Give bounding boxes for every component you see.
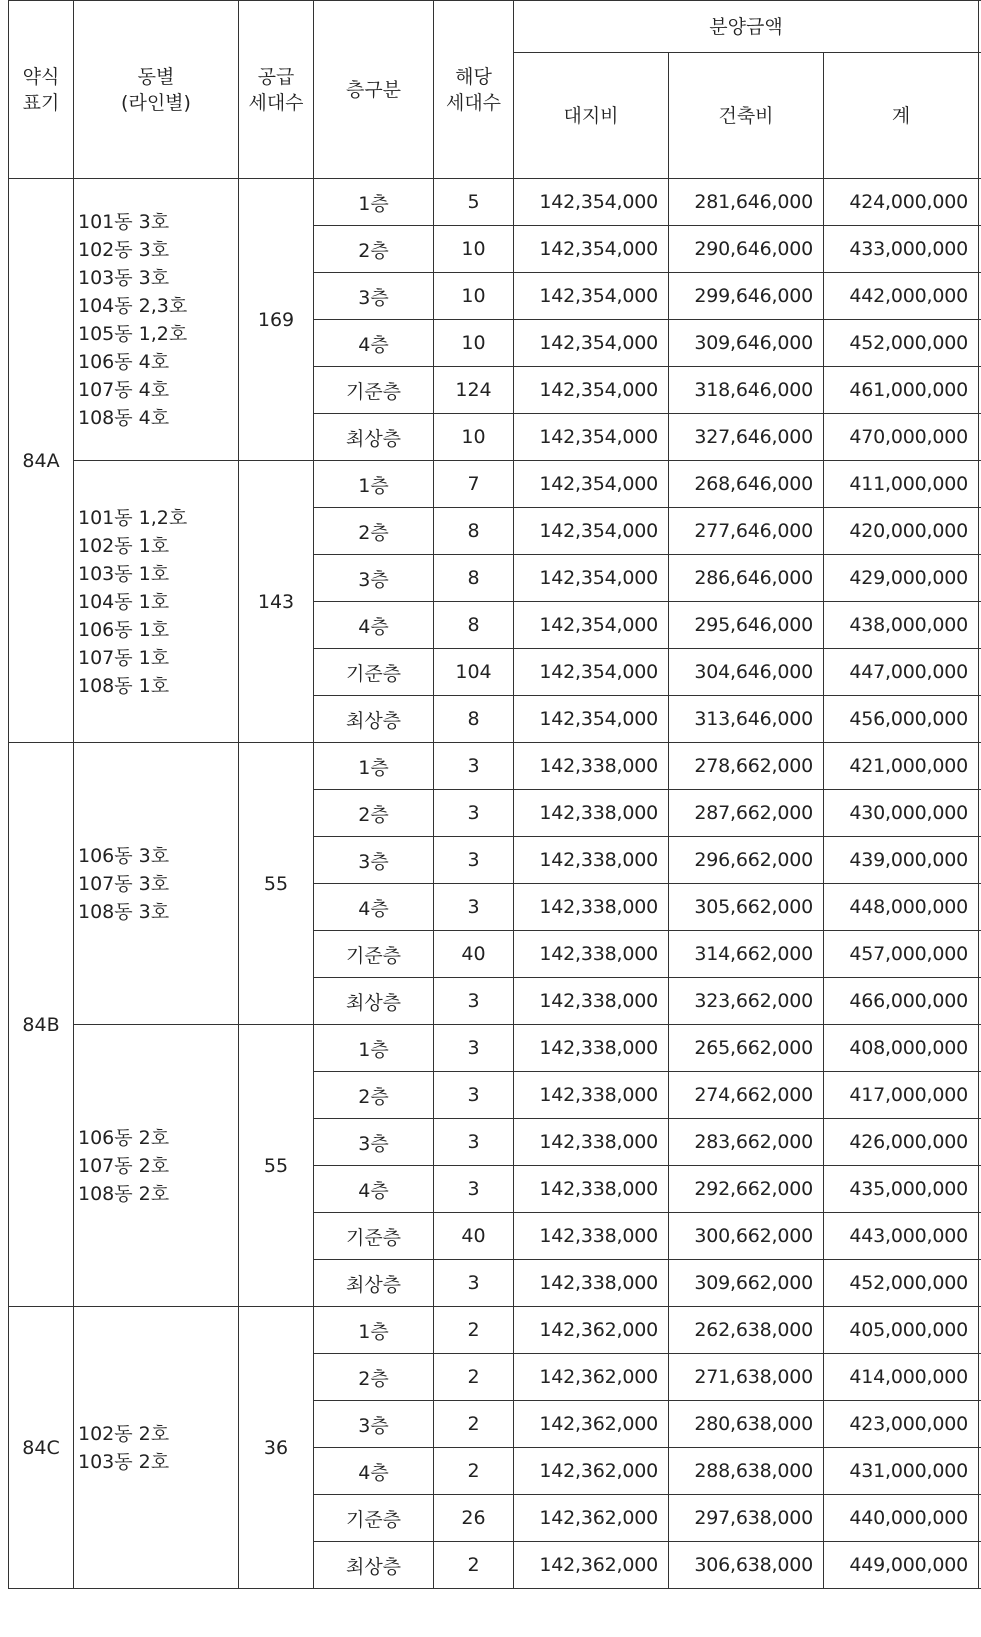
total-cell: 431,000,000 — [824, 1448, 979, 1495]
floor-cell: 1층 — [314, 1025, 434, 1072]
supply-cell: 143 — [239, 461, 314, 743]
land-cell: 142,338,000 — [514, 884, 669, 931]
build-cell: 268,646,000 — [669, 461, 824, 508]
units-cell: 2 — [434, 1448, 514, 1495]
build-cell: 292,662,000 — [669, 1166, 824, 1213]
build-cell: 304,646,000 — [669, 649, 824, 696]
land-cell: 142,354,000 — [514, 461, 669, 508]
units-cell: 10 — [434, 226, 514, 273]
total-cell: 433,000,000 — [824, 226, 979, 273]
units-cell: 3 — [434, 790, 514, 837]
floor-cell: 2층 — [314, 1072, 434, 1119]
total-cell: 466,000,000 — [824, 978, 979, 1025]
floor-cell: 최상층 — [314, 696, 434, 743]
floor-cell: 1층 — [314, 1307, 434, 1354]
header-land: 대지비 — [514, 53, 669, 179]
land-cell: 142,354,000 — [514, 367, 669, 414]
total-cell: 417,000,000 — [824, 1072, 979, 1119]
floor-cell: 최상층 — [314, 1542, 434, 1589]
units-cell: 2 — [434, 1307, 514, 1354]
land-cell: 142,338,000 — [514, 1072, 669, 1119]
floor-cell: 기준층 — [314, 931, 434, 978]
floor-cell: 기준층 — [314, 649, 434, 696]
type-cell: 84C — [9, 1307, 74, 1589]
units-cell: 3 — [434, 837, 514, 884]
total-cell: 448,000,000 — [824, 884, 979, 931]
build-cell: 265,662,000 — [669, 1025, 824, 1072]
total-cell: 439,000,000 — [824, 837, 979, 884]
land-cell: 142,362,000 — [514, 1354, 669, 1401]
build-cell: 314,662,000 — [669, 931, 824, 978]
units-cell: 8 — [434, 555, 514, 602]
supply-cell: 36 — [239, 1307, 314, 1589]
land-cell: 142,338,000 — [514, 978, 669, 1025]
units-cell: 2 — [434, 1354, 514, 1401]
build-cell: 300,662,000 — [669, 1213, 824, 1260]
floor-cell: 최상층 — [314, 1260, 434, 1307]
header-supply: 공급 세대수 — [239, 1, 314, 179]
total-cell: 443,000,000 — [824, 1213, 979, 1260]
floor-cell: 2층 — [314, 226, 434, 273]
units-cell: 3 — [434, 743, 514, 790]
build-cell: 323,662,000 — [669, 978, 824, 1025]
units-cell: 10 — [434, 320, 514, 367]
total-cell: 435,000,000 — [824, 1166, 979, 1213]
floor-cell: 최상층 — [314, 414, 434, 461]
floor-cell: 4층 — [314, 884, 434, 931]
total-cell: 430,000,000 — [824, 790, 979, 837]
floor-cell: 3층 — [314, 837, 434, 884]
land-cell: 142,362,000 — [514, 1401, 669, 1448]
build-cell: 280,638,000 — [669, 1401, 824, 1448]
floor-cell: 4층 — [314, 602, 434, 649]
build-cell: 271,638,000 — [669, 1354, 824, 1401]
total-cell: 470,000,000 — [824, 414, 979, 461]
build-cell: 295,646,000 — [669, 602, 824, 649]
supply-cell: 169 — [239, 179, 314, 461]
land-cell: 142,354,000 — [514, 320, 669, 367]
build-cell: 281,646,000 — [669, 179, 824, 226]
build-cell: 277,646,000 — [669, 508, 824, 555]
floor-cell: 3층 — [314, 555, 434, 602]
build-cell: 318,646,000 — [669, 367, 824, 414]
land-cell: 142,362,000 — [514, 1448, 669, 1495]
build-cell: 297,638,000 — [669, 1495, 824, 1542]
land-cell: 142,338,000 — [514, 1260, 669, 1307]
header-units: 해당 세대수 — [434, 1, 514, 179]
floor-cell: 기준층 — [314, 367, 434, 414]
total-cell: 452,000,000 — [824, 320, 979, 367]
total-cell: 449,000,000 — [824, 1542, 979, 1589]
table-row — [9, 461, 981, 508]
header-type: 약식 표기 — [9, 1, 74, 179]
units-cell: 8 — [434, 508, 514, 555]
land-cell: 142,354,000 — [514, 508, 669, 555]
floor-cell: 4층 — [314, 1448, 434, 1495]
land-cell: 142,338,000 — [514, 743, 669, 790]
table-header — [9, 1, 981, 179]
dong-cell: 102동 2호 103동 2호 — [74, 1307, 239, 1589]
total-cell: 408,000,000 — [824, 1025, 979, 1072]
units-cell: 3 — [434, 1166, 514, 1213]
price-table — [8, 0, 981, 1589]
floor-cell: 2층 — [314, 508, 434, 555]
build-cell: 274,662,000 — [669, 1072, 824, 1119]
total-cell: 438,000,000 — [824, 602, 979, 649]
land-cell: 142,354,000 — [514, 555, 669, 602]
land-cell: 142,338,000 — [514, 1119, 669, 1166]
land-cell: 142,354,000 — [514, 649, 669, 696]
units-cell: 104 — [434, 649, 514, 696]
total-cell: 421,000,000 — [824, 743, 979, 790]
total-cell: 411,000,000 — [824, 461, 979, 508]
units-cell: 8 — [434, 602, 514, 649]
total-cell: 442,000,000 — [824, 273, 979, 320]
dong-cell: 106동 3호 107동 3호 108동 3호 — [74, 743, 239, 1025]
header-total: 계 — [824, 53, 979, 179]
build-cell: 313,646,000 — [669, 696, 824, 743]
units-cell: 2 — [434, 1401, 514, 1448]
total-cell: 440,000,000 — [824, 1495, 979, 1542]
units-cell: 124 — [434, 367, 514, 414]
build-cell: 288,638,000 — [669, 1448, 824, 1495]
total-cell: 447,000,000 — [824, 649, 979, 696]
type-cell: 84B — [9, 743, 74, 1307]
floor-cell: 기준층 — [314, 1213, 434, 1260]
type-cell: 84A — [9, 179, 74, 743]
floor-cell: 3층 — [314, 1401, 434, 1448]
land-cell: 142,338,000 — [514, 1025, 669, 1072]
land-cell: 142,354,000 — [514, 226, 669, 273]
floor-cell: 2층 — [314, 790, 434, 837]
floor-cell: 최상층 — [314, 978, 434, 1025]
units-cell: 10 — [434, 273, 514, 320]
supply-cell: 55 — [239, 743, 314, 1025]
table-row — [9, 743, 981, 790]
total-cell: 423,000,000 — [824, 1401, 979, 1448]
units-cell: 3 — [434, 884, 514, 931]
floor-cell: 1층 — [314, 743, 434, 790]
dong-cell: 101동 1,2호 102동 1호 103동 1호 104동 1호 106동 1호 107동 1호 108동 1호 — [74, 461, 239, 743]
units-cell: 3 — [434, 1119, 514, 1166]
land-cell: 142,338,000 — [514, 1213, 669, 1260]
total-cell: 420,000,000 — [824, 508, 979, 555]
land-cell: 142,354,000 — [514, 414, 669, 461]
units-cell: 40 — [434, 931, 514, 978]
build-cell: 306,638,000 — [669, 1542, 824, 1589]
land-cell: 142,354,000 — [514, 696, 669, 743]
build-cell: 305,662,000 — [669, 884, 824, 931]
floor-cell: 기준층 — [314, 1495, 434, 1542]
floor-cell: 4층 — [314, 1166, 434, 1213]
header-price-group: 분양금액 — [514, 1, 979, 53]
table-row — [9, 179, 981, 226]
table-row — [9, 1307, 981, 1354]
units-cell: 40 — [434, 1213, 514, 1260]
land-cell: 142,354,000 — [514, 273, 669, 320]
total-cell: 429,000,000 — [824, 555, 979, 602]
units-cell: 10 — [434, 414, 514, 461]
header-build: 건축비 — [669, 53, 824, 179]
land-cell: 142,338,000 — [514, 837, 669, 884]
total-cell: 457,000,000 — [824, 931, 979, 978]
floor-cell: 1층 — [314, 179, 434, 226]
total-cell: 426,000,000 — [824, 1119, 979, 1166]
build-cell: 286,646,000 — [669, 555, 824, 602]
table-row — [9, 1025, 981, 1072]
build-cell: 327,646,000 — [669, 414, 824, 461]
build-cell: 309,662,000 — [669, 1260, 824, 1307]
floor-cell: 4층 — [314, 320, 434, 367]
units-cell: 3 — [434, 978, 514, 1025]
total-cell: 414,000,000 — [824, 1354, 979, 1401]
land-cell: 142,362,000 — [514, 1307, 669, 1354]
units-cell: 5 — [434, 179, 514, 226]
units-cell: 2 — [434, 1542, 514, 1589]
build-cell: 296,662,000 — [669, 837, 824, 884]
land-cell: 142,362,000 — [514, 1495, 669, 1542]
units-cell: 3 — [434, 1072, 514, 1119]
floor-cell: 3층 — [314, 1119, 434, 1166]
land-cell: 142,338,000 — [514, 1166, 669, 1213]
total-cell: 405,000,000 — [824, 1307, 979, 1354]
floor-cell: 3층 — [314, 273, 434, 320]
header-floor: 층구분 — [314, 1, 434, 179]
land-cell: 142,362,000 — [514, 1542, 669, 1589]
table-body — [9, 179, 981, 1589]
units-cell: 7 — [434, 461, 514, 508]
header-dong: 동별 (라인별) — [74, 1, 239, 179]
floor-cell: 1층 — [314, 461, 434, 508]
floor-cell: 2층 — [314, 1354, 434, 1401]
units-cell: 3 — [434, 1025, 514, 1072]
dong-cell: 106동 2호 107동 2호 108동 2호 — [74, 1025, 239, 1307]
build-cell: 299,646,000 — [669, 273, 824, 320]
build-cell: 283,662,000 — [669, 1119, 824, 1166]
build-cell: 290,646,000 — [669, 226, 824, 273]
build-cell: 287,662,000 — [669, 790, 824, 837]
units-cell: 26 — [434, 1495, 514, 1542]
units-cell: 3 — [434, 1260, 514, 1307]
land-cell: 142,354,000 — [514, 602, 669, 649]
land-cell: 142,338,000 — [514, 931, 669, 978]
total-cell: 456,000,000 — [824, 696, 979, 743]
supply-cell: 55 — [239, 1025, 314, 1307]
land-cell: 142,338,000 — [514, 790, 669, 837]
land-cell: 142,354,000 — [514, 179, 669, 226]
total-cell: 452,000,000 — [824, 1260, 979, 1307]
total-cell: 461,000,000 — [824, 367, 979, 414]
build-cell: 278,662,000 — [669, 743, 824, 790]
build-cell: 309,646,000 — [669, 320, 824, 367]
dong-cell: 101동 3호 102동 3호 103동 3호 104동 2,3호 105동 1,2호 106동 4호 107동 4호 108동 4호 — [74, 179, 239, 461]
units-cell: 8 — [434, 696, 514, 743]
build-cell: 262,638,000 — [669, 1307, 824, 1354]
total-cell: 424,000,000 — [824, 179, 979, 226]
